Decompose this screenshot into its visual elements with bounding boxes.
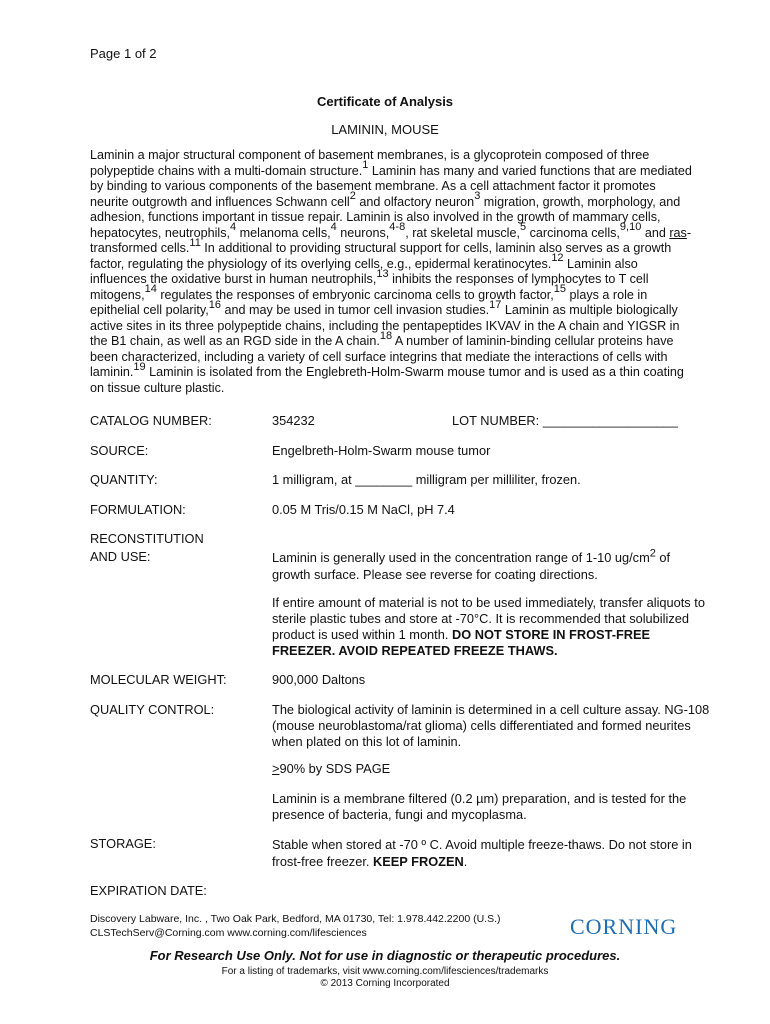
ref-sup: 14 xyxy=(144,283,157,296)
company-address xyxy=(90,912,501,940)
purity-symbol: > xyxy=(272,761,280,776)
intro-paragraph xyxy=(90,148,692,396)
product-name: LAMININ, MOUSE xyxy=(331,122,439,137)
quantity-label: QUANTITY: xyxy=(90,472,158,487)
intro-text: regulates the responses of embryonic carcinoma cells to growth factor, xyxy=(156,287,554,302)
ref-sup: 4-8 xyxy=(389,221,406,234)
ref-sup: 18 xyxy=(379,329,393,342)
source-value: Engelbreth-Holm-Swarm mouse tumor xyxy=(272,443,491,458)
reconstitution-value xyxy=(272,549,712,583)
storage-label: STORAGE: xyxy=(90,836,156,851)
intro-text: and olfactory neuron xyxy=(355,194,475,209)
ref-sup: 19 xyxy=(133,360,146,373)
research-use-notice: For Research Use Only. Not for use in diagnostic or therapeutic procedures. xyxy=(149,948,621,963)
intro-text: Laminin as multiple biologically active sites in its three polypeptide chains, including the pentapeptides IKVAV in the A chain and YIGSR in the B1 chain, as well as an RGD side in the A chain. xyxy=(90,303,680,348)
copyright-line: © 2013 Corning Incorporated xyxy=(320,978,450,989)
molecular-weight-value: 900,000 Daltons xyxy=(272,672,366,687)
intro-text: migration, growth, morphology, and adhesion, functions important in tissue repair. Laminin is also involved in the growth of mammary cells, hepatocytes, neutrophils, xyxy=(90,194,681,240)
storage-text: . xyxy=(463,854,468,869)
ref-sup: 4 xyxy=(230,221,237,234)
quality-control-assay: The biological activity of laminin is determined in a cell culture assay. NG-108 (mouse neuroblastoma/rat glioma) cells differentiated and formed neurites when plated on this lot of laminin. xyxy=(272,702,710,749)
ref-sup: 13 xyxy=(376,267,389,280)
catalog-number-value: 354232 xyxy=(272,413,315,428)
ref-sup: 11 xyxy=(189,236,201,249)
recon-warning: DO NOT STORE IN FROST-FREE FREEZER. AVOID REPEATED FREEZE THAWS. xyxy=(272,627,651,658)
intro-text: and may be used in tumor cell invasion studies. xyxy=(221,303,490,317)
keep-frozen: KEEP FROZEN xyxy=(373,854,464,869)
intro-ras: ras xyxy=(669,225,687,240)
intro-text: , rat skeletal muscle, xyxy=(405,225,520,240)
intro-text: In additional to providing structural support for cells, laminin also serves as a growth factor, regulating the physiology of its overlying cells, e.g., epidermal keratinocytes. xyxy=(90,241,672,271)
contact-line: CLSTechServ@Corning.com www.corning.com/lifesciences xyxy=(90,927,367,939)
reconstitution-label: RECONSTITUTION xyxy=(90,531,204,546)
intro-text: Laminin a major structural component of basement membranes, is a glycoprotein composed of three polypeptide chains with a multi-domain structure. xyxy=(90,148,650,178)
address-line: Discovery Labware, Inc. , Two Oak Park, Bedford, MA 01730, Tel: 1.978.442.2200 (U.S.) xyxy=(90,913,501,925)
catalog-number-label: CATALOG NUMBER: xyxy=(90,413,212,428)
and-use-label: AND USE: xyxy=(90,549,151,564)
quality-control-filter: Laminin is a membrane filtered (0.2 µm) preparation, and is tested for the presence of bacteria, fungi and mycoplasma. xyxy=(272,791,687,822)
intro-text: melanoma cells, xyxy=(236,225,331,240)
ref-sup: 17 xyxy=(489,298,502,311)
quality-control-purity xyxy=(272,761,712,777)
source-label: SOURCE: xyxy=(90,443,149,458)
ref-sup: 2 xyxy=(349,190,356,203)
intro-text: and xyxy=(641,225,670,240)
formulation-label: FORMULATION: xyxy=(90,502,186,517)
molecular-weight-label: MOLECULAR WEIGHT: xyxy=(90,672,227,687)
storage-text: Stable when stored at -70 º C. Avoid multiple freeze-thaws. Do not store in frost-free freezer. xyxy=(272,837,692,869)
storage-value xyxy=(272,836,692,870)
storage-instructions xyxy=(272,595,712,659)
ref-sup: 5 xyxy=(520,221,527,234)
ref-sup: 16 xyxy=(208,298,222,311)
quantity-value: 1 milligram, at ________ milligram per milliliter, frozen. xyxy=(272,472,581,487)
intro-text: carcinoma cells, xyxy=(526,225,620,240)
ref-sup: 12 xyxy=(551,252,564,265)
page-number: Page 1 of 2 xyxy=(90,46,157,61)
lot-number-label: LOT NUMBER: ___________________ xyxy=(452,413,679,428)
intro-text: Laminin also influences the oxidative burst in human neutrophils, xyxy=(90,256,638,286)
intro-text: -transformed cells. xyxy=(90,225,692,255)
ref-sup: 4 xyxy=(330,221,337,234)
recon-text: If entire amount of material is not to be used immediately, transfer aliquots to sterile plastic tubes and store at -70°C. It is recommended that solubilized product is used within 1 month. xyxy=(272,595,705,642)
ref-sup: 1 xyxy=(362,159,369,172)
intro-text: Laminin is isolated from the Englebreth-Holm-Swarm mouse tumor and is used as a thin coating on tissue culture plastic. xyxy=(90,365,684,395)
formulation-value: 0.05 M Tris/0.15 M NaCl, pH 7.4 xyxy=(272,502,455,517)
quality-control-label: QUALITY CONTROL: xyxy=(90,702,215,717)
intro-text: plays a role in epithelial cell polarity, xyxy=(90,287,648,317)
purity-text: 90% by SDS PAGE xyxy=(279,761,391,776)
document-title: Certificate of Analysis xyxy=(316,94,454,109)
ref-sup: 3 xyxy=(474,190,481,203)
intro-text: neurons, xyxy=(336,225,390,240)
intro-text: inhibits the responses of lymphocytes to T cell mitogens, xyxy=(90,272,649,302)
recon-sup: 2 xyxy=(649,547,656,560)
ref-sup: 15 xyxy=(553,283,567,296)
ref-sup: 9,10 xyxy=(619,221,642,234)
intro-text: A number of laminin-binding cellular proteins have been characterized, including a variety of cell surface integrins that mediate the interactions of cells with laminin. xyxy=(90,334,674,379)
trademark-notice xyxy=(0,966,770,990)
recon-text: Laminin is generally used in the concentration range of 1-10 ug/cm xyxy=(272,550,650,565)
recon-text: of growth surface. Please see reverse for coating directions. xyxy=(272,550,671,582)
intro-text: Laminin has many and varied functions that are mediated by binding to various components of the basement membrane. As a cell attachment factor it promotes neurite outgrowth and influences Schwann cell xyxy=(90,163,692,209)
expiration-date-label: EXPIRATION DATE: xyxy=(90,883,207,898)
corning-logo: CORNING xyxy=(570,914,678,939)
trademarks-line: For a listing of trademarks, visit www.corning.com/lifesciences/trademarks xyxy=(221,966,549,977)
